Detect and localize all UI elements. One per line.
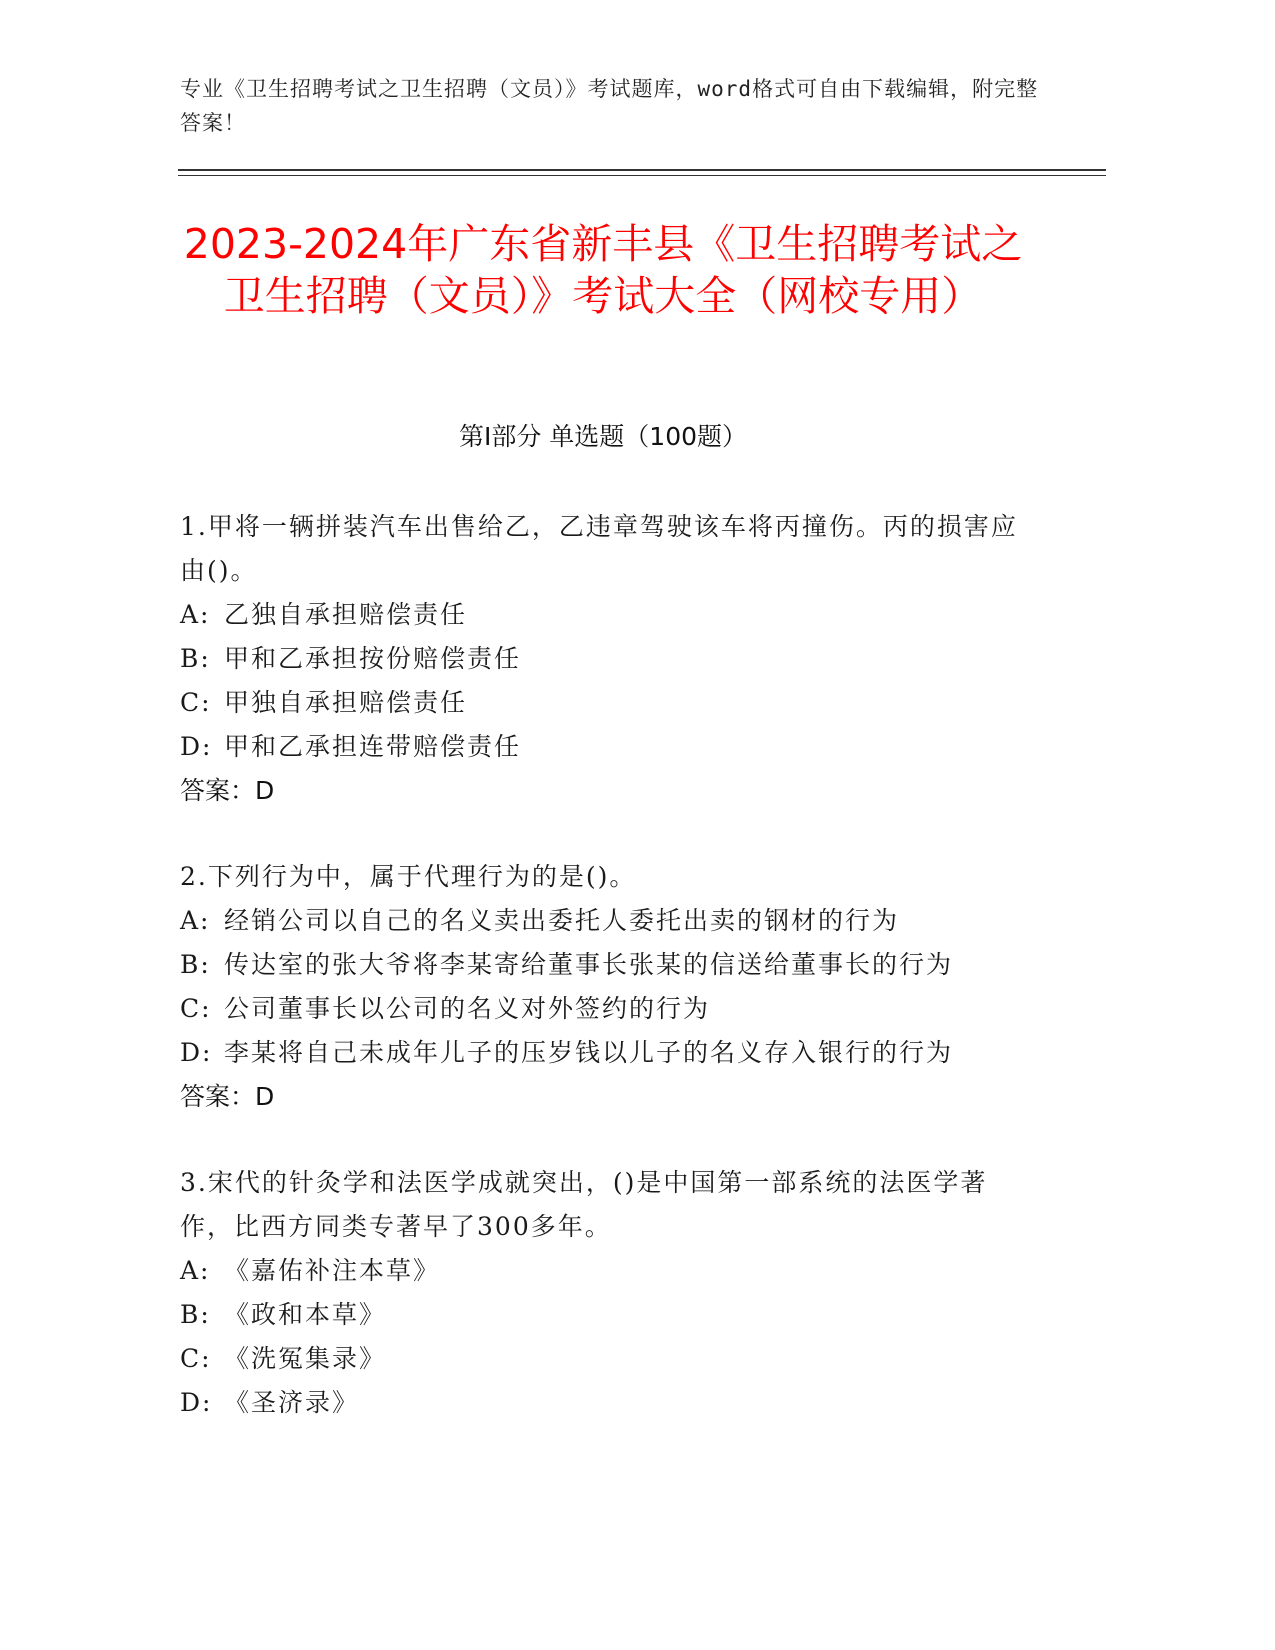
option-a — [180, 899, 1030, 943]
option-text: 甲和乙承担按份赔偿责任 — [224, 644, 522, 673]
header-divider-thin — [178, 175, 1106, 176]
option-c — [180, 681, 1030, 725]
option-letter: B: — [180, 950, 211, 979]
option-a — [180, 593, 1030, 637]
option-letter: A: — [180, 600, 211, 629]
question-stem: 2.下列行为中，属于代理行为的是()。 — [180, 862, 637, 891]
option-letter: C: — [180, 688, 212, 717]
option-letter: C: — [180, 1344, 212, 1373]
option-text: 乙独自承担赔偿责任 — [224, 600, 468, 629]
option-text: 《政和本草》 — [224, 1300, 387, 1329]
option-text: 《洗冤集录》 — [224, 1344, 387, 1373]
option-letter: A: — [180, 906, 211, 935]
option-a — [180, 1249, 1030, 1293]
question-3 — [180, 1161, 1030, 1425]
option-text: 甲独自承担赔偿责任 — [224, 688, 468, 717]
option-text: 公司董事长以公司的名义对外签约的行为 — [224, 994, 711, 1023]
option-b — [180, 637, 1030, 681]
option-b — [180, 1293, 1030, 1337]
option-letter: D: — [180, 1038, 213, 1067]
question-stem: 1.甲将一辆拼装汽车出售给乙，乙违章驾驶该车将丙撞伤。丙的损害应由()。 — [180, 512, 1018, 585]
option-letter: A: — [180, 1256, 211, 1285]
option-text: 《嘉佑补注本草》 — [224, 1256, 441, 1285]
answer-line: 答案：D — [180, 1082, 275, 1111]
option-c — [180, 1337, 1030, 1381]
option-text: 李某将自己未成年儿子的压岁钱以儿子的名义存入银行的行为 — [224, 1038, 954, 1067]
option-text: 《圣济录》 — [224, 1388, 360, 1417]
question-1 — [180, 505, 1030, 813]
header-note: 专业《卫生招聘考试之卫生招聘（文员）》考试题库，word格式可自由下载编辑，附完整答案！ — [180, 77, 1039, 135]
document-title: 2023-2024年广东省新丰县《卫生招聘考试之卫生招聘（文员）》考试大全（网校专用） — [183, 220, 1023, 320]
header-divider-thick — [178, 169, 1106, 171]
question-list — [180, 505, 1030, 1467]
option-letter: B: — [180, 644, 211, 673]
option-c — [180, 987, 1030, 1031]
option-letter: D: — [180, 732, 213, 761]
question-stem: 3.宋代的针灸学和法医学成就突出，()是中国第一部系统的法医学著作，比西方同类专著早了300多年。 — [180, 1168, 988, 1241]
section-heading: 第I部分 单选题（100题） — [458, 422, 748, 451]
option-letter: C: — [180, 994, 212, 1023]
option-letter: B: — [180, 1300, 211, 1329]
option-text: 经销公司以自己的名义卖出委托人委托出卖的钢材的行为 — [224, 906, 900, 935]
option-d — [180, 1031, 1030, 1075]
option-text: 传达室的张大爷将李某寄给董事长张某的信送给董事长的行为 — [224, 950, 954, 979]
option-text: 甲和乙承担连带赔偿责任 — [224, 732, 522, 761]
option-b — [180, 943, 1030, 987]
answer-line: 答案：D — [180, 776, 275, 805]
question-2 — [180, 855, 1030, 1119]
option-d — [180, 1381, 1030, 1425]
option-d — [180, 725, 1030, 769]
option-letter: D: — [180, 1388, 213, 1417]
